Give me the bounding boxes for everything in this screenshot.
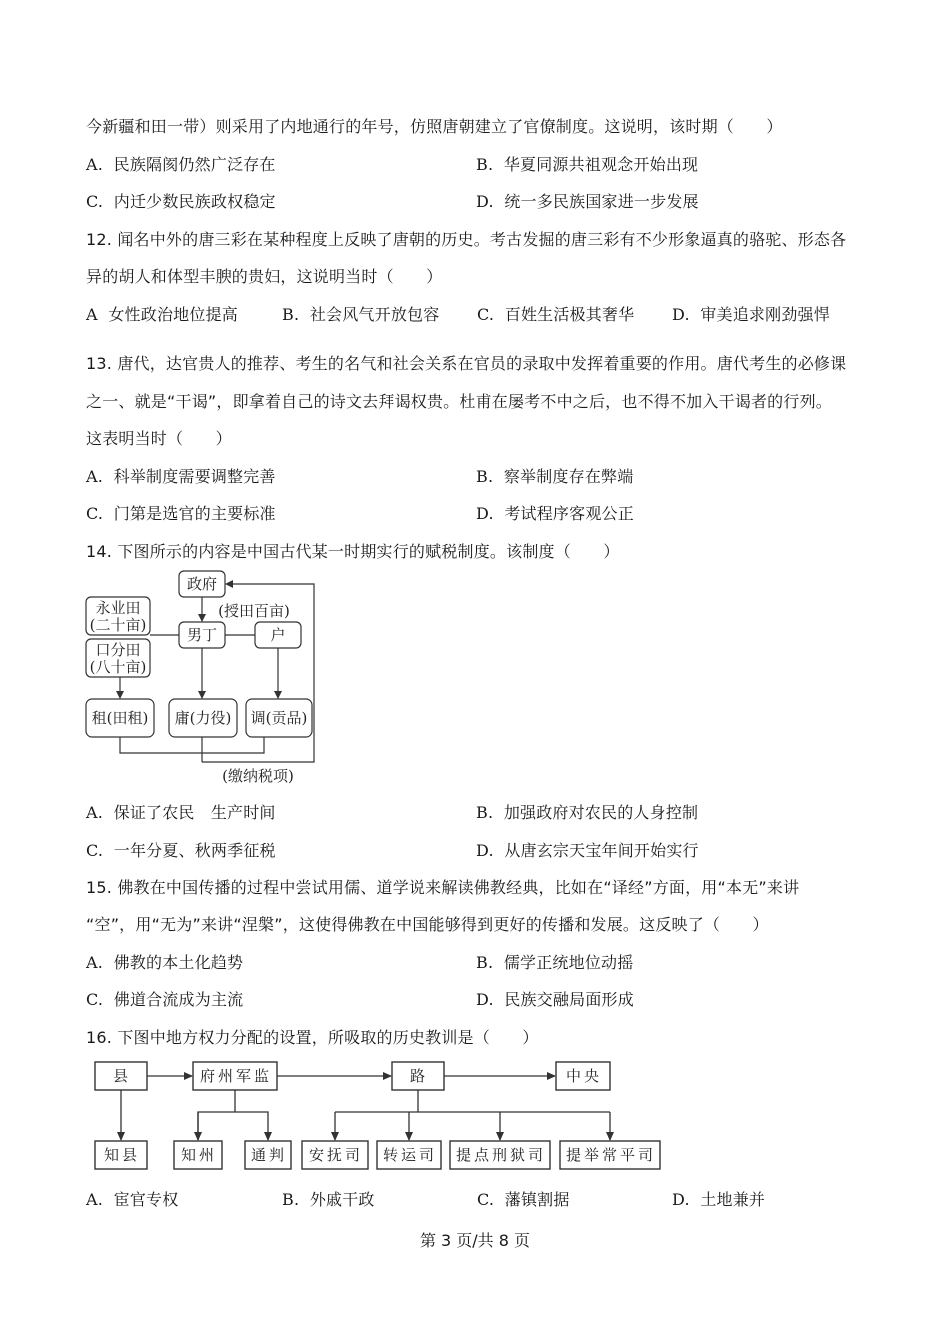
local-power-diagram [88, 1056, 668, 1176]
diagram-zhuanyunsi: 转运司 [382, 1146, 438, 1164]
diagram-yong: 庸(力役) [174, 709, 232, 727]
q14-stem-line-1: 14. 下图所示的内容是中国古代某一时期实行的赋税制度。该制度（ ） [86, 542, 620, 561]
q14-option-d: D. 从唐玄宗天宝年间开始实行 [476, 841, 699, 860]
diagram-tongpan: 通判 [250, 1146, 288, 1164]
q12-option-d: D. 审美追求刚劲强悍 [672, 305, 830, 324]
q12-option-c: C. 百姓生活极其奢华 [477, 305, 635, 324]
diagram-zhizhou: 知州 [180, 1146, 218, 1164]
q13-stem-line-1: 13. 唐代，达官贵人的推荐、考生的名气和社会关系在官员的录取中发挥着重要的作用。唐代考生的必修课 [86, 354, 847, 373]
q15-option-c: C. 佛道合流成为主流 [86, 990, 244, 1009]
q11-option-c: C. 内迁少数民族政权稳定 [86, 192, 276, 211]
diagram-anfusi: 安抚司 [308, 1146, 364, 1164]
diagram-tiju: 提举常平司 [565, 1146, 657, 1164]
diagram-prefecture: 府州军监 [199, 1067, 273, 1085]
question-11-stem-end: 今新疆和田一带）则采用了内地通行的年号，仿照唐朝建立了官僚制度。这说明，该时期（ ） [86, 117, 783, 136]
diagram-koufen-2: (八十亩) [89, 658, 147, 676]
q16-option-c: C. 藩镇割据 [477, 1190, 570, 1209]
q14-option-a: A. 保证了农民 生产时间 [86, 803, 276, 822]
diagram-central: 中央 [565, 1067, 603, 1085]
q12-stem-line-1: 12. 闻名中外的唐三彩在某种程度上反映了唐朝的历史。考古发掘的唐三彩有不少形象逼真的骆驼、形态各 [86, 230, 847, 249]
q15-stem-line-2: “空”，用“无为”来讲“涅槃”，这使得佛教在中国能够得到更好的传播和发展。这反映了（ ） [86, 915, 769, 934]
q11-option-d: D. 统一多民族国家进一步发展 [476, 192, 699, 211]
diagram-tidian: 提点刑狱司 [455, 1146, 547, 1164]
diagram-circuit: 路 [409, 1067, 429, 1085]
diagram-county: 县 [112, 1067, 132, 1085]
diagram-household: 户 [270, 626, 286, 644]
q13-stem-line-2: 之一、就是“干谒”，即拿着自己的诗文去拜谒权贵。杜甫在屡考不中之后，也不得不加入干谒者的行列。 [86, 392, 832, 411]
q15-option-d: D. 民族交融局面形成 [476, 990, 634, 1009]
diagram-tax-note: (缴纳税项) [222, 767, 294, 785]
q13-stem-line-3: 这表明当时（ ） [86, 429, 232, 448]
diagram-yongye-2: (二十亩) [89, 616, 147, 634]
q13-option-c: C. 门第是选官的主要标准 [86, 504, 276, 523]
q15-option-a: A. 佛教的本土化趋势 [86, 953, 244, 972]
tax-system-diagram [80, 566, 330, 792]
q11-option-b: B. 华夏同源共祖观念开始出现 [476, 155, 699, 174]
q11-option-a: A. 民族隔阂仍然广泛存在 [86, 155, 276, 174]
diagram-zu: 租(田租) [91, 709, 149, 727]
q13-option-a: A. 科举制度需要调整完善 [86, 467, 276, 486]
q15-stem-line-1: 15. 佛教在中国传播的过程中尝试用儒、道学说来解读佛教经典，比如在“译经”方面，用“本无”来讲 [86, 878, 800, 897]
diagram-diao: 调(贡品) [250, 709, 308, 727]
q12-stem-line-2: 异的胡人和体型丰腴的贵妇，这说明当时（ ） [86, 267, 443, 286]
q16-option-d: D. 土地兼并 [672, 1190, 766, 1209]
q16-option-b: B. 外戚干政 [282, 1190, 375, 1209]
diagram-grant-note: (授田百亩) [218, 602, 290, 620]
q14-option-c: C. 一年分夏、秋两季征税 [86, 841, 276, 860]
q12-option-b: B. 社会风气开放包容 [282, 305, 440, 324]
q13-option-d: D. 考试程序客观公正 [476, 504, 634, 523]
diagram-government: 政府 [186, 575, 218, 593]
diagram-koufen-1: 口分田 [95, 641, 141, 659]
q14-option-b: B. 加强政府对农民的人身控制 [476, 803, 699, 822]
q16-stem-line-1: 16. 下图中地方权力分配的设置，所吸取的历史教训是（ ） [86, 1028, 539, 1047]
q15-option-b: B. 儒学正统地位动摇 [476, 953, 634, 972]
diagram-yongye-1: 永业田 [95, 599, 141, 617]
q16-option-a: A. 宦官专权 [86, 1190, 179, 1209]
q12-option-a: A 女性政治地位提高 [86, 305, 238, 324]
page-footer: 第 3 页/共 8 页 [419, 1231, 531, 1250]
diagram-zhixian: 知县 [103, 1146, 141, 1164]
diagram-male: 男丁 [186, 626, 218, 644]
q13-option-b: B. 察举制度存在弊端 [476, 467, 634, 486]
